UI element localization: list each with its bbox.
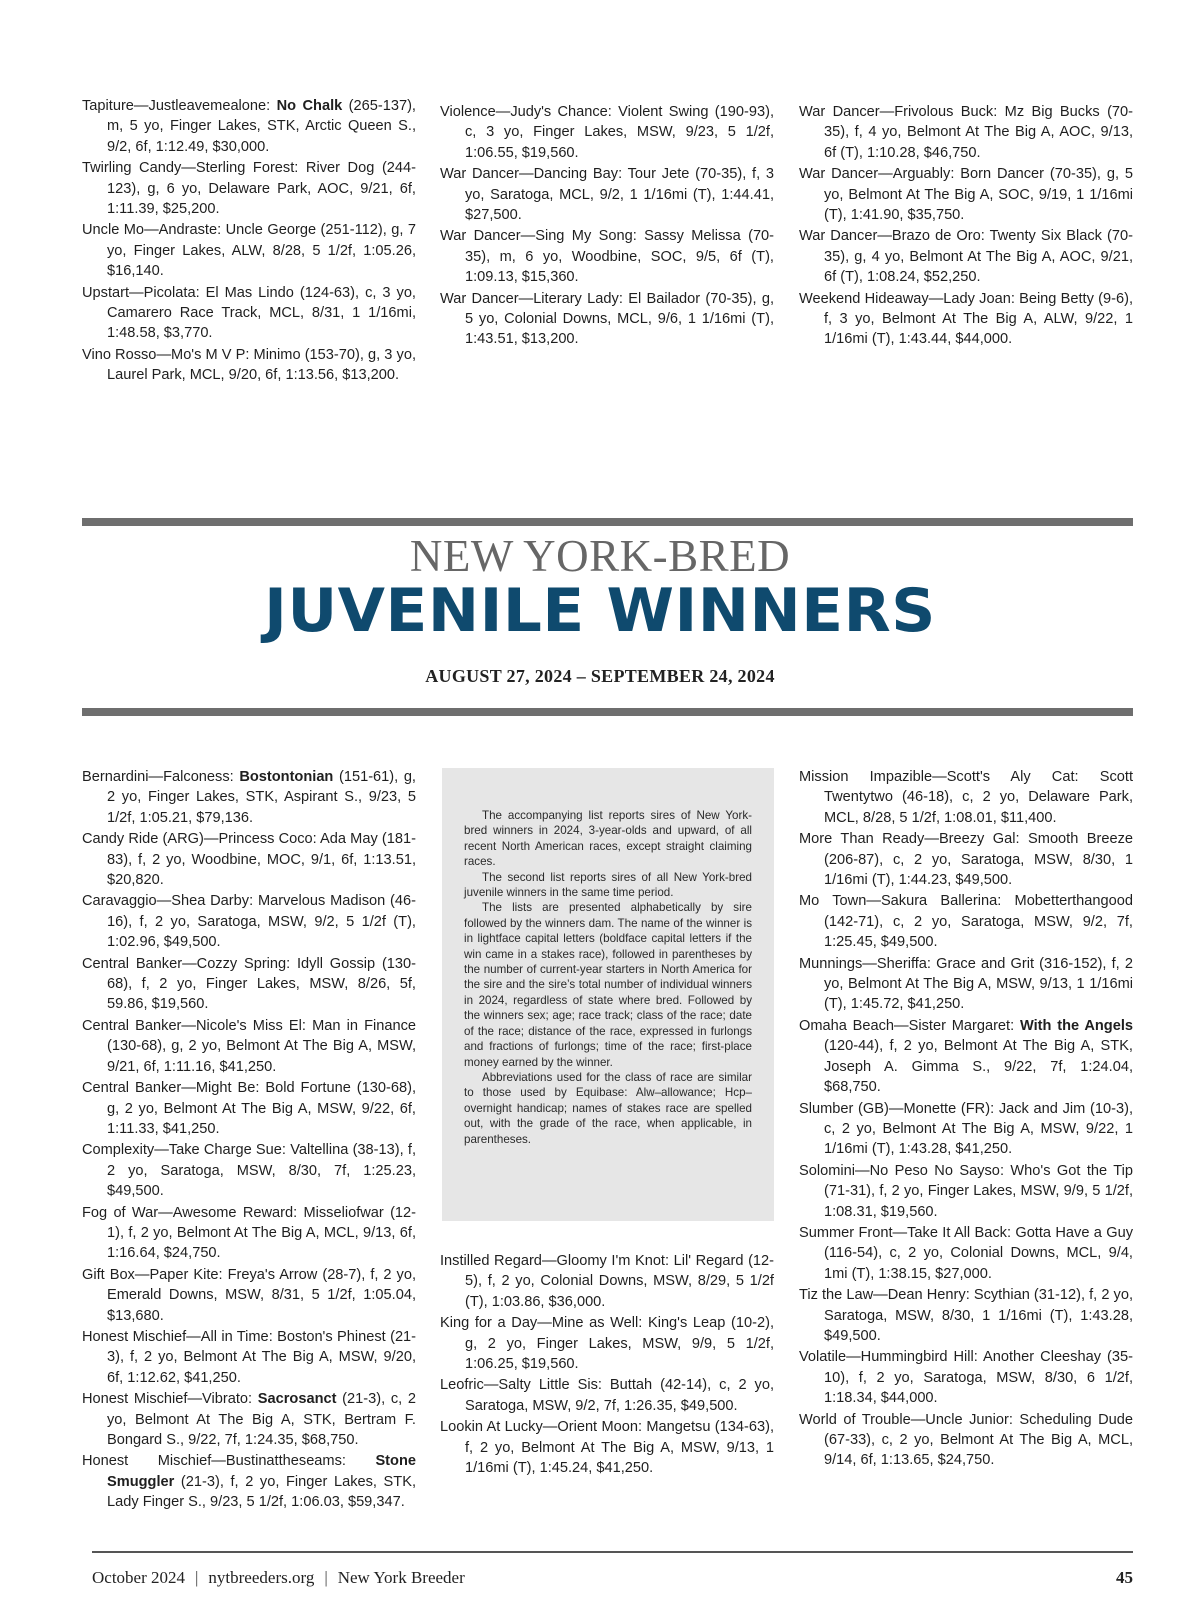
footer-site[interactable]: nytbreeders.org [208,1568,315,1587]
sire-name: Tapiture [82,98,134,114]
race-details: (130-68), f, 2 yo, Finger Lakes, MSW, 8/26, 5f, 59.86, $19,560. [107,955,417,1013]
race-details: (35-10), f, 2 yo, Saratoga, MSW, 8/30, 6 1/2f, 1:18.34, $44,000. [824,1349,1133,1407]
sire-name: Slumber (GB) [799,1100,889,1117]
winner-entry: Honest Mischief—Vibrato: Sacrosanct (21-3), c, 2 yo, Belmont At The Big A, STK, Bertram F. Bongard S., 9/22, 7f, 1:24.35, $68,750. [82,1391,417,1448]
dam-name: Justleavemealone [148,98,267,114]
race-details: (9-6), f, 3 yo, Belmont At The Big A, ALW, 9/22, 1 1/16mi (T), 1:43.44, $44,000. [824,290,1134,348]
winner-name: No Chalk [276,98,343,114]
sire-name: Weekend Hideaway [799,290,929,307]
winner-name: Ada May [320,831,378,848]
winner-entry: War Dancer—Literary Lady: El Bailador (70-35), g, 5 yo, Colonial Downs, MCL, 9/6, 1 1/16mi (T), 1:43.51, $13,200. [440,290,775,348]
race-details: (130-68), g, 2 yo, Belmont At The Big A, MSW, 9/21, 6f, 1:11.16, $41,250. [107,1038,416,1075]
winner-entry: Gift Box—Paper Kite: Freya's Arrow (28-7), f, 2 yo, Emerald Downs, MSW, 8/31, 5 1/2f, 1:05.04, $13,680. [82,1266,417,1324]
winner-entry: Tapiture—Justleavemealone: No Chalk (265-137), m, 5 yo, Finger Lakes, STK, Arctic Queen S., 9/2, 6f, 1:12.49, $30,000. [82,98,416,155]
note-paragraph: The accompanying list reports sires of New York-bred winners in 2024, 3-year-olds and upward, of all recent North American races, except straight claiming races. [464,809,752,869]
page-footer [92,1566,1133,1590]
sire-name: Tiz the Law [799,1287,874,1304]
race-details: (316-152), f, 2 yo, Belmont At The Big A, MSW, 9/13, 1 1/16mi (T), 1:45.72, $41,250. [824,955,1134,1013]
sire-name: Central Banker [82,1080,182,1097]
winner-entry: Caravaggio—Shea Darby: Marvelous Madison (46-16), f, 2 yo, Saratoga, MSW, 9/2, 5 1/2f (T), 1:02.96, $49,500. [82,893,416,951]
sire-name: Bernardini [82,769,149,785]
note-paragraph: The lists are presented alphabetically by sire followed by the winners dam. The name of the winner is in lightface capital letters (boldface capital letters if the win came in a stakes race), followed in parentheses by the number of current-year starters in North America for the sire and the sire’s total number of individual winners in 2024, regardless of state where bred. Followed by the winners sex; age; race track; class of the race; date of the race; distance of the race, expressed in furlongs and fractions of furlongs; time of the race; first-place money earned by the winner. [464,901,752,1069]
race-details: (28-7), f, 2 yo, Emerald Downs, MSW, 8/31, 5 1/2f, 1:05.04, $13,680. [107,1266,417,1324]
race-details: (244-123), g, 6 yo, Delaware Park, AOC, 9/21, 6f, 1:11.39, $25,200. [107,160,417,218]
winner-entry: Omaha Beach—Sister Margaret: With the Angels (120-44), f, 2 yo, Belmont At The Big A, STK, Joseph A. Gimma S., 9/22, 7f, 1:24.04, $68,750. [799,1017,1133,1096]
winner-name: King's Leap [647,1315,726,1332]
winner-entry: Summer Front—Take It All Back: Gotta Have a Guy (116-54), c, 2 yo, Colonial Downs, MCL, 9/4, 1mi (T), 1:38.15, $27,000. [799,1224,1133,1282]
sire-name: Munnings [799,955,863,972]
winner-name: Boston's Phinest [277,1328,386,1345]
dam-name: Andraste [158,222,218,239]
dam-name: Cozzy Spring [196,955,287,972]
race-details: (116-54), c, 2 yo, Colonial Downs, MCL, 9/4, 1mi (T), 1:38.15, $27,000. [824,1245,1133,1282]
race-details: (70-35), f, 3 yo, Saratoga, MCL, 9/2, 1 1/16mi (T), 1:44.41, $27,500. [465,166,775,224]
dam-name: Princess Coco [218,831,313,848]
sire-name: More Than Ready [799,831,925,848]
winner-entry: Munnings—Sheriffa: Grace and Grit (316-152), f, 2 yo, Belmont At The Big A, MSW, 9/13, 1 1/16mi (T), 1:45.72, $41,250. [799,955,1134,1013]
top-column-1 [82,96,416,387]
dam-name: Gloomy I'm Knot [556,1253,665,1269]
winner-entry: War Dancer—Brazo de Oro: Twenty Six Black (70-35), g, 4 yo, Belmont At The Big A, AOC, 9/21, 6f (T), 1:08.24, $52,250. [799,228,1133,286]
dam-name: Lady Joan [943,290,1011,307]
winner-name: Valtellina [290,1142,349,1159]
top-column-3 [799,102,1133,351]
sire-name: Upstart [82,284,130,301]
dam-name: Paper Kite [149,1266,219,1283]
winner-name: Twenty Six Black [989,228,1102,245]
race-details: (46-18), c, 2 yo, Delaware Park, MCL, 8/28, 5 1/2f, 1:08.01, $11,400. [824,789,1134,826]
section-heading-line2: JUVENILE WINNERS [264,576,936,646]
winner-name: Freya's Arrow [227,1266,318,1283]
winner-entry: Central Banker—Cozzy Spring: Idyll Gossip (130-68), f, 2 yo, Finger Lakes, MSW, 8/26, 5f, 59.86, $19,560. [82,955,417,1013]
winner-entry: World of Trouble—Uncle Junior: Scheduling Dude (67-33), c, 2 yo, Belmont At The Big A, MCL, 9/14, 6f, 1:13.65, $24,750. [799,1411,1134,1469]
dam-name: Mo's M V P [171,346,246,363]
footer-publication: New York Breeder [337,1568,465,1587]
section-rule-bottom [82,708,1133,716]
dam-name: Sakura Ballerina [880,893,998,910]
dam-name: Nicole's Miss El [196,1017,302,1034]
race-details: (70-35), g, 5 yo, Belmont At The Big A, SOC, 9/19, 1 1/16mi (T), 1:41.90, $35,750. [824,166,1133,224]
race-details: (251-112), g, 7 yo, Finger Lakes, ALW, 8/28, 5 1/2f, 1:05.26, $16,140. [107,222,417,280]
race-details: (46-16), f, 2 yo, Saratoga, MSW, 9/2, 5 1/2f (T), 1:02.96, $49,500. [107,893,416,951]
winner-name: Tour Jete [627,166,690,183]
dam-name: Take Charge Sue [168,1142,282,1159]
note-paragraph: The second list reports sires of all New York-bred juvenile winners in the same time period. [464,870,752,900]
race-details: (153-70), g, 3 yo, Laurel Park, MCL, 9/20, 6f, 1:13.56, $13,200. [107,346,416,384]
winner-name: Uncle George [225,222,317,239]
sire-name: Leofric [440,1377,484,1394]
dam-name: Dean Henry [887,1287,966,1304]
winner-name: Minimo [253,346,301,363]
winner-entry: Uncle Mo—Andraste: Uncle George (251-112), g, 7 yo, Finger Lakes, ALW, 8/28, 5 1/2f, 1:05.26, $16,140. [82,222,417,280]
sire-name: Gift Box [82,1266,135,1283]
winner-name: Being Betty [1019,290,1094,307]
dam-name: Salty Little Sis [498,1377,598,1394]
sire-name: Lookin At Lucky [440,1419,543,1436]
winner-name: Sassy Melissa [644,228,741,245]
sire-name: War Dancer [799,228,878,245]
winner-name: Mobetterthangood [1014,893,1133,910]
winner-name: Scheduling Dude [1019,1411,1134,1428]
winner-entry: War Dancer—Arguably: Born Dancer (70-35), g, 5 yo, Belmont At The Big A, SOC, 9/19, 1 1/16mi (T), 1:41.90, $35,750. [799,166,1133,224]
winner-name: Buttah [609,1377,653,1394]
sire-name: Omaha Beach [799,1017,895,1034]
winner-entry: Candy Ride (ARG)—Princess Coco: Ada May (181-83), f, 2 yo, Woodbine, MOC, 9/1, 6f, 1:13.51, $20,820. [82,831,416,889]
race-details: (21-3), c, 2 yo, Belmont At The Big A, STK, Bertram F. Bongard S., 9/22, 7f, 1:24.35, $68,750. [107,1391,417,1448]
race-details: (151-61), g, 2 yo, Finger Lakes, STK, Aspirant S., 9/23, 5 1/2f, 1:05.21, $79,136. [107,769,416,826]
footer-separator: | [195,1568,199,1587]
race-details: (31-12), f, 2 yo, Saratoga, MSW, 8/30, 1 1/16mi (T), 1:43.28, $49,500. [824,1287,1133,1344]
sire-name: Candy Ride (ARG) [82,831,204,848]
sire-name: Mo Town [799,893,867,910]
race-details: (130-68), g, 2 yo, Belmont At The Big A, MSW, 9/22, 6f, 1:11.33, $41,250. [107,1080,417,1137]
winner-name: Bostontonian [239,769,334,785]
sire-name: War Dancer [440,290,519,307]
sire-name: Violence [440,104,496,120]
race-details: (265-137), m, 5 yo, Finger Lakes, STK, Arctic Queen S., 9/2, 6f, 1:12.49, $30,000. [107,98,416,155]
sire-name: Summer Front [799,1224,893,1241]
dam-name: Orient Moon [557,1419,638,1436]
winner-entry: Instilled Regard—Gloomy I'm Knot: Lil' Regard (12-5), f, 2 yo, Colonial Downs, MSW, 8/29, 5 1/2f (T), 1:03.86, $36,000. [440,1253,775,1310]
sire-name: Vino Rosso [82,346,157,363]
race-details: (124-63), c, 3 yo, Camarero Race Track, MCL, 8/31, 1 1/16mi, 1:48.58, $3,770. [107,284,416,342]
race-details: (181-83), f, 2 yo, Woodbine, MOC, 9/1, 6f, 1:13.51, $20,820. [107,831,416,889]
dam-name: Arguably [892,166,951,183]
winner-entry: Mission Impazible—Scott's Aly Cat: Scott Twentytwo (46-18), c, 2 yo, Delaware Park, MCL, 8/28, 5 1/2f, 1:08.01, $11,400. [799,769,1134,826]
dam-name: Sterling Forest [195,160,295,177]
sire-name: Fog of War [82,1204,159,1221]
bottom-column-1 [82,767,416,1514]
footer-separator: | [324,1568,328,1587]
section-heading-line1: NEW YORK-BRED [409,531,791,581]
top-column-2 [440,102,774,351]
winner-entry: Honest Mischief—All in Time: Boston's Phinest (21-3), f, 2 yo, Belmont At The Big A, MSW, 9/20, 6f, 1:12.62, $41,250. [82,1328,417,1386]
sire-name: War Dancer [440,166,520,183]
winner-entry: Leofric—Salty Little Sis: Buttah (42-14), c, 2 yo, Saratoga, MSW, 9/2, 7f, 1:26.35, $49,500. [440,1377,775,1414]
section-rule-top [82,518,1133,526]
dam-name: Judy's Chance [510,104,608,120]
race-details: (10-2), g, 2 yo, Finger Lakes, MSW, 9/9, 5 1/2f, 1:06.25, $19,560. [465,1315,774,1373]
bottom-column-2 [440,1251,774,1479]
race-details: (70-35), m, 6 yo, Woodbine, SOC, 9/5, 6f (T), 1:09.13, $15,360. [465,228,775,286]
dam-name: Sister Margaret [908,1017,1011,1034]
race-details: (21-3), f, 2 yo, Belmont At The Big A, MSW, 9/20, 6f, 1:12.62, $41,250. [107,1328,417,1386]
winner-name: Marvelous Madison [257,893,386,910]
dam-name: Sheriffa [876,955,927,972]
note-paragraph: Abbreviations used for the class of race are similar to those used by Equibase: Alw–allowance; Hcp–overnight handicap; names of stakes race are spelled out, with the grade of the race, when applicable, in parentheses. [464,1070,752,1146]
footer-rule [92,1551,1133,1553]
race-details: (67-33), c, 2 yo, Belmont At The Big A, MCL, 9/14, 6f, 1:13.65, $24,750. [824,1432,1133,1469]
race-details: (142-71), c, 2 yo, Saratoga, MSW, 9/2, 7f, 1:25.45, $49,500. [824,913,1133,951]
dam-name: Picolata [143,284,196,301]
page-number: 45 [1116,1568,1133,1587]
winner-entry: Twirling Candy—Sterling Forest: River Dog (244-123), g, 6 yo, Delaware Park, AOC, 9/21, 6f, 1:11.39, $25,200. [82,160,417,218]
winner-name: Stone Smuggler [107,1453,416,1490]
race-details: (190-93), c, 3 yo, Finger Lakes, MSW, 9/23, 5 1/2f, 1:06.55, $19,560. [465,104,775,161]
winner-name: Misseliofwar [303,1204,384,1221]
winner-entry: Upstart—Picolata: El Mas Lindo (124-63), c, 3 yo, Camarero Race Track, MCL, 8/31, 1 1/16mi, 1:48.58, $3,770. [82,284,416,342]
dam-name: Dancing Bay [533,166,619,183]
winner-name: Another Cleeshay [983,1349,1101,1366]
race-details: (42-14), c, 2 yo, Saratoga, MSW, 9/2, 7f, 1:26.35, $49,500. [465,1377,775,1414]
sire-name: War Dancer [799,166,879,183]
dam-name: Brazo de Oro [891,228,981,245]
winner-entry: Mo Town—Sakura Ballerina: Mobetterthangood (142-71), c, 2 yo, Saratoga, MSW, 9/2, 7f, 1:25.45, $49,500. [799,893,1133,951]
winner-entry: Lookin At Lucky—Orient Moon: Mangetsu (134-63), f, 2 yo, Belmont At The Big A, MSW, 9/13, 1 1/16mi (T), 1:45.24, $41,250. [440,1419,774,1477]
winner-entry: War Dancer—Dancing Bay: Tour Jete (70-35), f, 3 yo, Saratoga, MCL, 9/2, 1 1/16mi (T), 1:44.41, $27,500. [440,166,775,224]
dam-name: Shea Darby [171,893,250,910]
winner-name: Idyll Gossip [297,955,376,972]
sire-name: World of Trouble [799,1411,911,1428]
winner-entry: Fog of War—Awesome Reward: Misseliofwar (12-1), f, 2 yo, Belmont At The Big A, MCL, 9/13, 6f, 1:16.64, $24,750. [82,1204,417,1262]
sire-name: Central Banker [82,1017,182,1034]
dam-name: Breezy Gal [938,831,1016,848]
winner-name: With the Angels [1019,1017,1133,1034]
winner-entry: War Dancer—Sing My Song: Sassy Melissa (70-35), m, 6 yo, Woodbine, SOC, 9/5, 6f (T), 1:09.13, $15,360. [440,228,775,286]
dam-name: No Peso No Sayso [869,1162,1000,1179]
race-details: (70-35), g, 4 yo, Belmont At The Big A, AOC, 9/21, 6f (T), 1:08.24, $52,250. [824,228,1133,286]
winner-name: Scott Twentytwo [824,769,1134,806]
winner-name: Gotta Have a Guy [1015,1224,1133,1241]
bottom-column-3 [799,767,1133,1472]
dam-name: Take It All Back [907,1224,1007,1241]
dam-name: Hummingbird Hill [860,1349,974,1366]
winner-entry: Solomini—No Peso No Sayso: Who's Got the Tip (71-31), f, 2 yo, Finger Lakes, MSW, 9/9, 5 1/2f, 1:08.31, $19,560. [799,1162,1134,1220]
race-details: (38-13), f, 2 yo, Saratoga, MSW, 8/30, 7f, 1:25.23, $49,500. [107,1142,416,1200]
race-details: (12-5), f, 2 yo, Colonial Downs, MSW, 8/29, 5 1/2f (T), 1:03.86, $36,000. [465,1253,775,1310]
sire-name: Caravaggio [82,893,157,910]
winner-name: Jack and Jim [998,1100,1086,1117]
sire-name: King for a Day [440,1315,538,1332]
winner-entry: Vino Rosso—Mo's M V P: Minimo (153-70), g, 3 yo, Laurel Park, MCL, 9/20, 6f, 1:13.56, $13,200. [82,346,416,384]
winner-entry: Tiz the Law—Dean Henry: Scythian (31-12), f, 2 yo, Saratoga, MSW, 8/30, 1 1/16mi (T), 1:43.28, $49,500. [799,1287,1133,1344]
winner-entry: Bernardini—Falconess: Bostontonian (151-61), g, 2 yo, Finger Lakes, STK, Aspirant S., 9/23, 5 1/2f, 1:05.21, $79,136. [82,769,416,826]
race-details: (206-87), c, 2 yo, Saratoga, MSW, 8/30, 1 1/16mi (T), 1:44.23, $49,500. [824,851,1133,889]
winner-name: Mz Big Bucks [1004,104,1100,120]
date-range: AUGUST 27, 2024 – SEPTEMBER 24, 2024 [425,666,775,686]
winner-entry: More Than Ready—Breezy Gal: Smooth Breeze (206-87), c, 2 yo, Saratoga, MSW, 8/30, 1 1/16mi (T), 1:44.23, $49,500. [799,831,1134,889]
footer-month: October 2024 [92,1568,186,1587]
winner-entry: War Dancer—Frivolous Buck: Mz Big Bucks (70-35), f, 4 yo, Belmont At The Big A, AOC, 9/13, 6f (T), 1:10.28, $46,750. [799,104,1134,161]
winner-entry: Slumber (GB)—Monette (FR): Jack and Jim (10-3), c, 2 yo, Belmont At The Big A, MSW, 9/22, 1 1/16mi (T), 1:43.28, $41,250. [799,1100,1134,1158]
winner-name: Grace and Grit [936,955,1034,972]
winner-name: Smooth Breeze [1028,831,1134,848]
dam-name: Frivolous Buck [894,104,994,120]
dam-name: Scott's Aly Cat [946,769,1075,785]
winner-name: Man in Finance [312,1017,417,1034]
winner-name: Who's Got the Tip [1010,1162,1134,1179]
race-details: (71-31), f, 2 yo, Finger Lakes, MSW, 9/9, 5 1/2f, 1:08.31, $19,560. [824,1183,1133,1220]
winner-name: Lil' Regard [673,1253,744,1269]
dam-name: Monette (FR) [903,1100,991,1117]
winner-name: Bold Fortune [265,1080,351,1097]
dam-name: Awesome Reward [172,1204,294,1221]
dam-name: Might Be [195,1080,256,1097]
sire-name: Mission Impazible [799,769,933,785]
dam-name: Vibrato [202,1391,249,1408]
winner-entry: Central Banker—Might Be: Bold Fortune (130-68), g, 2 yo, Belmont At The Big A, MSW, 9/22, 6f, 1:11.33, $41,250. [82,1080,417,1137]
explanatory-note-box [442,768,774,1221]
winner-entry: Central Banker—Nicole's Miss El: Man in Finance (130-68), g, 2 yo, Belmont At The Big A, MSW, 9/21, 6f, 1:11.16, $41,250. [82,1017,417,1075]
winner-entry: Honest Mischief—Bustinattheseams: Stone Smuggler (21-3), f, 2 yo, Finger Lakes, STK, Lady Finger S., 9/23, 5 1/2f, 1:06.03, $59,347. [82,1453,416,1511]
winner-name: Mangetsu [646,1419,711,1436]
winner-entry: Volatile—Hummingbird Hill: Another Cleeshay (35-10), f, 2 yo, Saratoga, MSW, 8/30, 6 1/2f, 1:18.34, $44,000. [799,1349,1133,1407]
dam-name: Uncle Junior [925,1411,1009,1428]
sire-name: Honest Mischief [82,1453,212,1470]
sire-name: Twirling Candy [82,160,182,177]
sire-name: Uncle Mo [82,222,145,239]
dam-name: Falconess [163,769,230,785]
winner-entry: Weekend Hideaway—Lady Joan: Being Betty (9-6), f, 3 yo, Belmont At The Big A, ALW, 9/22, 1 1/16mi (T), 1:43.44, $44,000. [799,290,1134,348]
race-details: (134-63), f, 2 yo, Belmont At The Big A, MSW, 9/13, 1 1/16mi (T), 1:45.24, $41,250. [465,1419,774,1477]
sire-name: Solomini [799,1162,855,1179]
race-details: (120-44), f, 2 yo, Belmont At The Big A, STK, Joseph A. Gimma S., 9/22, 7f, 1:24.04, $68,750. [824,1038,1133,1096]
race-details: (10-3), c, 2 yo, Belmont At The Big A, MSW, 9/22, 1 1/16mi (T), 1:43.28, $41,250. [824,1100,1134,1158]
dam-name: Literary Lady [533,290,619,307]
dam-name: All in Time [200,1328,269,1345]
sire-name: War Dancer [799,104,880,120]
race-details: (70-35), f, 4 yo, Belmont At The Big A, AOC, 9/13, 6f (T), 1:10.28, $46,750. [824,104,1134,161]
race-details: (12-1), f, 2 yo, Belmont At The Big A, MCL, 9/13, 6f, 1:16.64, $24,750. [107,1204,417,1262]
winner-name: Violent Swing [618,104,709,120]
winner-name: El Mas Lindo [205,284,294,301]
winner-entry: King for a Day—Mine as Well: King's Leap (10-2), g, 2 yo, Finger Lakes, MSW, 9/9, 5 1/2f, 1:06.25, $19,560. [440,1315,774,1373]
sire-name: Central Banker [82,955,183,972]
sire-name: Volatile [799,1349,847,1366]
winner-name: El Bailador [628,290,701,307]
winner-entry: Violence—Judy's Chance: Violent Swing (190-93), c, 3 yo, Finger Lakes, MSW, 9/23, 5 1/2f, 1:06.55, $19,560. [440,104,775,161]
race-details: (21-3), f, 2 yo, Finger Lakes, STK, Lady Finger S., 9/23, 5 1/2f, 1:06.03, $59,347. [107,1473,416,1511]
sire-name: War Dancer [440,228,521,245]
sire-name: Complexity [82,1142,155,1159]
winner-name: River Dog [305,160,375,177]
race-details: (70-35), g, 5 yo, Colonial Downs, MCL, 9/6, 1 1/16mi (T), 1:43.51, $13,200. [465,290,775,348]
sire-name: Instilled Regard [440,1253,542,1269]
winner-name: Scythian [973,1287,1030,1304]
winner-name: Born Dancer [960,166,1044,183]
sire-name: Honest Mischief [82,1328,187,1345]
sire-name: Honest Mischief [82,1391,188,1408]
winner-entry: Complexity—Take Charge Sue: Valtellina (38-13), f, 2 yo, Saratoga, MSW, 8/30, 7f, 1:25.23, $49,500. [82,1142,416,1200]
dam-name: Bustinattheseams [225,1453,342,1470]
dam-name: Sing My Song [535,228,633,245]
winner-name: Sacrosanct [257,1391,337,1408]
dam-name: Mine as Well [551,1315,639,1332]
